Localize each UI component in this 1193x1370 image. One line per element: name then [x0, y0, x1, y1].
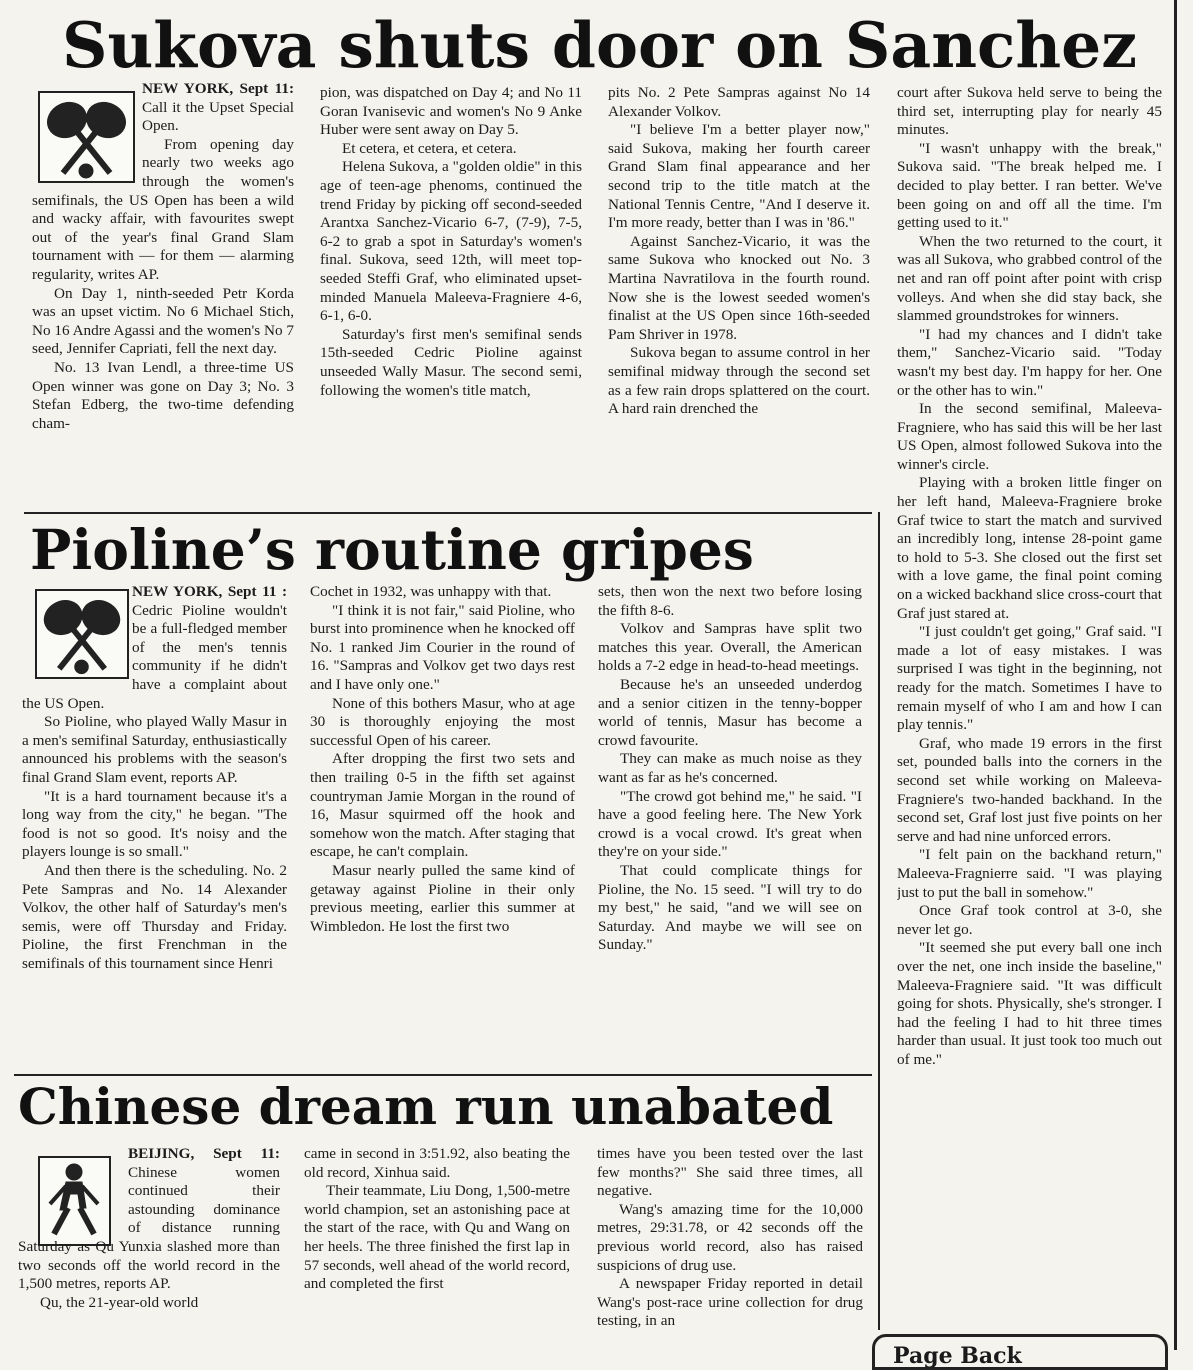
story2-dateline: NEW YORK, Sept 11 : [132, 583, 287, 600]
story2-column-3: sets, then won the next two before losing the fifth 8-6. Volkov and Sampras have split two matches this year. Overall, the American holds a 7-2 edge in head-to-head meetings. Because he's an unseeded underdog and a senior citizen in the tenny-bopper world of tennis, Masur has become a crowd favourite. They can make as much noise as they want as far as he's concerned. "The crowd got behind me," he said. "I have a good feeling here. The New York crowd is a vocal crowd. It's great when they're on your side." That could complicate things for Pioline, the No. 15 seed. "I will try to do my best," he said, "and we will see on Saturday. And maybe we will see on Sunday." [598, 583, 862, 954]
story1-column-4: court after Sukova held serve to being the third set, interrupting play for nearly 45 minutes. "I wasn't unhappy with the break," Sukova said. "The break helped me. I decided to play better. I ran better. We've been going on and off all the time. I'm getting used to it." When the two returned to the court, it was all Sukova, who grabbed control of the net and ran off point after point with crisp volleys. And when she did stay back, she slammed groundstrokes for winners. "I had my chances and I didn't take them," Sanchez-Vicario said. "Today wasn't my best day. I'm happy for her. One or the other has to win." In the second semifinal, Maleeva-Fragniere, who has said this will be her last US Open, almost followed Sukova into the winner's circle. Playing with a broken little finger on her left hand, Maleeva-Fragniere broke Graf twice to start the match and survived an incredibly long, intense 28-point game to hold to 5-3. She closed out the first set with a love game, the final point coming on a wicked backhand slice cross-court that Graf just stared at. "I just couldn't get going," Graf said. "I made a lot of easy mistakes. I was surprised I was tight in the beginning, not ready for the match. Sometimes I have to remain myself of who I am and how I can play tennis." Graf, who made 19 errors in the first set, pounded balls into the corners in the second set while working on Maleeva-Fragniere's two-handed backhand. In the second set, Graf lost just five points on her serve and had nine unforced errors. "I felt pain on the backhand return," Maleeva-Fragnierre said. "I was playing just to put the ball in somehow." Once Graf took control at 3-0, she never let go. "It seemed she put every ball one inch over the net, one inch inside the baseline," Maleeva-Fragniere said. "It was difficult going for shots. Physically, she's stronger. I had the feeling I had to hit three times harder than usual. It just took too much out of me." [897, 84, 1162, 1068]
next-article-title: Page Back [893, 1343, 1022, 1369]
story3-column-3: times have you been tested over the last few months?" She said three times, all negative. Wang's amazing time for the 10,000 metres, 29:31.78, or 42 seconds off the previous world record, also has raised suspicions of drug use. A newspaper Friday reported in detail Wang's post-race urine collection for drug testing, in an [597, 1145, 863, 1330]
column-divider [878, 512, 880, 1330]
story1-dateline: NEW YORK, Sept 11: [142, 80, 294, 97]
story-divider [24, 512, 872, 514]
story-divider [14, 1074, 872, 1076]
story1-headline: Sukova shuts door on Sanchez [62, 8, 1138, 82]
story2-headline: Pioline’s routine gripes [30, 517, 754, 582]
story2-column-2: Cochet in 1932, was unhappy with that. "I think it is not fair," said Pioline, who burst into prominence when he knocked off No. 1 ranked Jim Courier in the round of 16. "Sampras and Volkov get two days rest and I have only one." None of this bothers Masur, who at age 30 is thoroughly enjoying the most successful Open of his career. After dropping the first two sets and then trailing 0-5 in the fifth set against countryman Jamie Morgan in the round of 16, Masur squirmed off the hook and somehow won the match. After staging that escape, he can't complain. Masur nearly pulled the same kind of getaway against Pioline in their only previous meeting, earlier this summer at Wimbledon. He lost the first two [310, 583, 575, 935]
story1-column-1: NEW YORK, Sept 11: Call it the Upset Special Open. From opening day nearly two weeks ago through the women's semifinals, the US Open has been a wild and wacky affair, with favourites swept out of the year's final Grand Slam tournament with — for them — alarming regularity, writes AP. On Day 1, ninth-seeded Petr Korda was an upset victim. No 6 Michael Stich, No 16 Andre Agassi and the women's No 7 seed, Jennifer Capriati, fell the next day. No. 13 Ivan Lendl, a three-time US Open winner was gone on Day 3; No. 3 Stefan Edberg, the two-time defending cham- [32, 80, 294, 432]
story1-column-3: pits No. 2 Pete Sampras against No 14 Alexander Volkov. "I believe I'm a better player now," said Sukova, making her fourth career Grand Slam final appearance and her second trip to the title match at the National Tennis Centre, "And I deserve it. I'm more ready, better than I was in '86." Against Sanchez-Vicario, it was the same Sukova who knocked out No. 3 Martina Navratilova in the fourth round. Now she is the lowest seeded women's finalist at the US Open since 16th-seeded Pam Shriver in 1978. Sukova began to assume control in her semifinal midway through the second set as a few rain drops splattered on the court. A hard rain drenched the [608, 84, 870, 418]
story1-column-2: pion, was dispatched on Day 4; and No 11 Goran Ivanisevic and women's No 9 Anke Huber were sent away on Day 5. Et cetera, et cetera, et cetera. Helena Sukova, a "golden oldie" in this age of teen-age phenoms, continued the trend Friday by picking off second-seeded Arantxa Sanchez-Vicario 6-7, (7-9), 7-5, 6-2 to grab a spot in Saturday's women's final. Sukova, seed 12th, will meet top-seeded Steffi Graf, who eliminated upset-minded Manuela Maleeva-Fragniere 4-6, 6-1, 6-0. Saturday's first men's semifinal sends 15th-seeded Cedric Pioline against unseeded Wally Masur. The second semi, following the women's title match, [320, 84, 582, 399]
story2-column-1: NEW YORK, Sept 11 : Cedric Pioline wouldn't be a full-fledged member of the men's tennis community if he didn't have a complaint about the US Open. So Pioline, who played Wally Masur in a men's semifinal Saturday, enthusiastically announced his problems with the season's final Grand Slam event, reports AP. "It is a hard tournament because it's a long way from the city," he began. "The food is not so good. It's noisy and the players lounge is so small." And then there is the scheduling. No. 2 Pete Sampras and No. 14 Alexander Volkov, the other half of Saturday's men's semis, were off Thursday and Friday. Pioline, the first Frenchman in the semifinals of this tournament since Henri [22, 583, 287, 972]
next-article-box [872, 1334, 1168, 1370]
story3-column-1: BEIJING, Sept 11: Chinese women continued their astounding dominance of distance running Saturday as Qu Yunxia slashed more than two seconds off the world record in the 1,500 metres, reports AP. Qu, the 21-year-old world [18, 1145, 280, 1311]
story3-column-2: came in second in 3:51.92, also beating the old record, Xinhua said. Their teammate, Liu Dong, 1,500-metre world champion, set an astonishing pace at the start of the race, with Qu and Wang on her heels. The three finished the first lap in 57 seconds, well ahead of the world record, and completed the first [304, 1145, 570, 1293]
page-edge-rule [1174, 0, 1177, 1350]
story3-headline: Chinese dream run unabated [18, 1077, 834, 1136]
story3-dateline: BEIJING, Sept 11: [128, 1145, 280, 1162]
